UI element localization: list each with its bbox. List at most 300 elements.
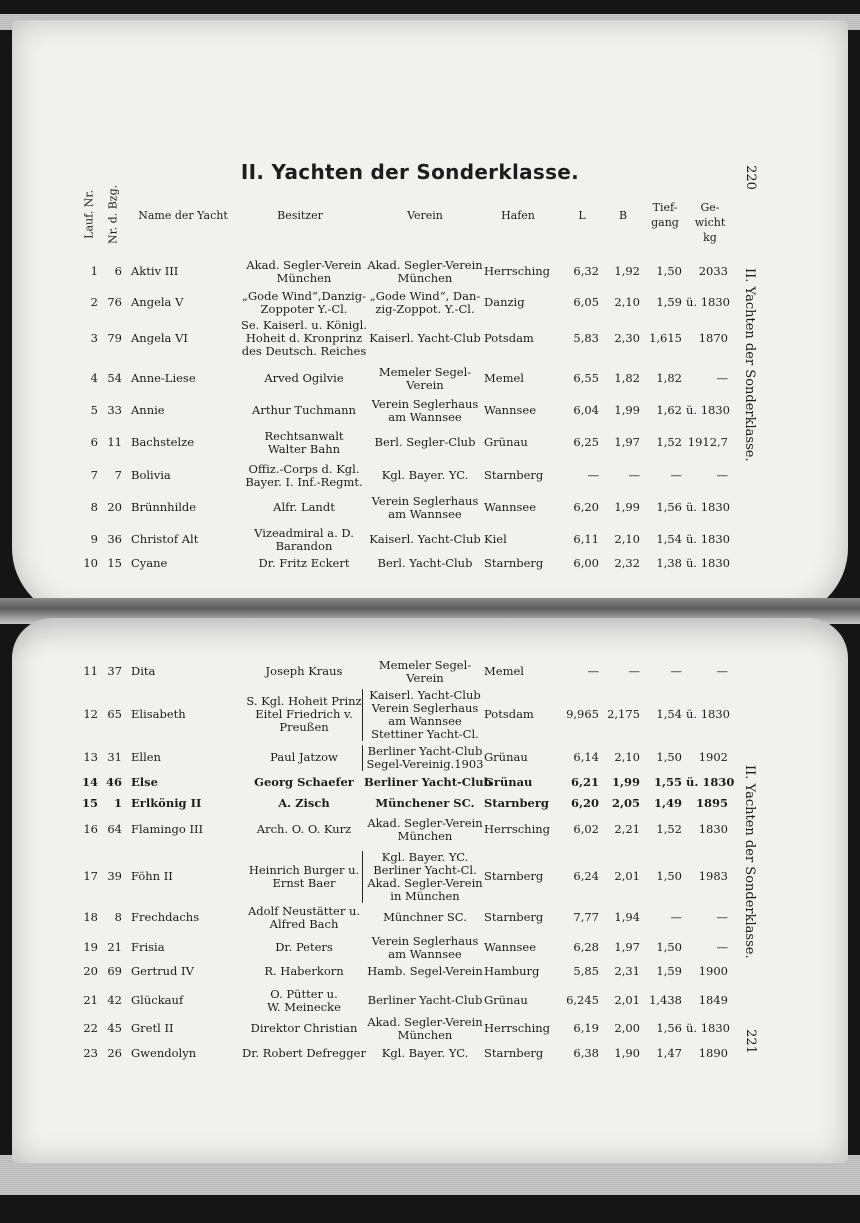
bzg-nr: 1 (113, 796, 122, 810)
weight-gewicht: ü. 1830 (686, 1021, 730, 1035)
yacht-name: Angela VI (131, 331, 188, 345)
length-l: — (587, 664, 599, 678)
besitzer-line: Walter Bahn (267, 441, 341, 456)
beam-b: 2,10 (614, 295, 640, 309)
weight-gewicht: ü. 1830 (686, 556, 730, 570)
length-l: 6,28 (573, 940, 599, 954)
verein (364, 332, 486, 345)
yacht-name: Elisabeth (131, 707, 186, 721)
besitzer (240, 557, 368, 570)
verein-line: am Wannsee (388, 713, 462, 728)
besitzer-line: Paul Jatzow (270, 750, 338, 764)
draft-tiefgang: 1,54 (656, 707, 682, 721)
draft-tiefgang: 1,50 (656, 750, 682, 764)
verein-line: „Gode Wind“, Dan- (369, 288, 481, 303)
beam-b: 2,31 (614, 964, 640, 978)
besitzer-line: Joseph Kraus (265, 664, 343, 678)
verein (364, 366, 486, 392)
lauf-nr: 11 (83, 664, 98, 678)
verein-line: Kgl. Bayer. YC. (381, 849, 469, 864)
weight-gewicht: ü. 1830 (686, 295, 730, 309)
verein (364, 259, 486, 285)
lauf-nr: 12 (83, 707, 98, 721)
beam-b: 2,175 (607, 707, 640, 721)
hafen: Potsdam (484, 331, 534, 345)
weight-gewicht: 1849 (698, 993, 728, 1007)
verein-brace (362, 851, 363, 904)
verein (364, 495, 486, 521)
besitzer-line: Dr. Fritz Eckert (258, 556, 350, 570)
hafen: Starnberg (484, 796, 549, 810)
besitzer-line: des Deutsch. Reiches (241, 344, 367, 359)
bzg-nr: 54 (107, 371, 122, 385)
verein-line: Kaiserl. Yacht-Club (369, 532, 481, 546)
verein (364, 469, 486, 482)
besitzer (240, 501, 368, 514)
bzg-nr: 45 (107, 1021, 122, 1035)
yacht-name: Cyane (131, 556, 168, 570)
besitzer-line: Akad. Segler-Verein (246, 257, 362, 272)
verein-line: Kaiserl. Yacht-Club (369, 687, 481, 702)
verein-line: Verein Seglerhaus (371, 396, 479, 411)
besitzer-line: „Gode Wind“,Danzig- (242, 288, 366, 303)
besitzer (240, 290, 368, 316)
besitzer (240, 372, 368, 385)
length-l: 9,965 (566, 707, 599, 721)
besitzer-line: Se. Kaiserl. u. Königl. (240, 318, 368, 332)
yacht-name: Angela V (131, 295, 184, 309)
bzg-nr: 39 (107, 869, 122, 883)
verein (364, 994, 486, 1007)
weight-gewicht: ü. 1830 (686, 403, 730, 417)
yacht-name: Gwendolyn (131, 1046, 197, 1060)
bzg-nr: 79 (107, 331, 122, 345)
verein-line: München (397, 270, 453, 285)
weight-gewicht: — (716, 468, 728, 482)
bzg-nr: 46 (105, 775, 122, 789)
hafen: Starnberg (484, 1046, 544, 1060)
draft-tiefgang: — (670, 664, 682, 678)
besitzer-line: A. Zisch (278, 796, 330, 810)
besitzer-line: Adolf Neustätter u. (247, 903, 361, 918)
weight-gewicht: 1983 (698, 869, 728, 883)
yacht-name: Aktiv III (131, 264, 179, 278)
length-l: 5,83 (573, 331, 599, 345)
beam-b: 1,90 (614, 1046, 640, 1060)
besitzer (240, 463, 368, 489)
besitzer-line: Ernst Baer (272, 875, 336, 890)
verein-line: Akad. Segler-Verein (367, 815, 483, 830)
besitzer-line: S. Kgl. Hoheit Prinz (246, 694, 362, 708)
verein-line: Verein Seglerhaus (371, 933, 479, 948)
lauf-nr: 20 (83, 964, 98, 978)
lauf-nr: 1 (90, 264, 98, 278)
bzg-nr: 26 (107, 1046, 122, 1060)
verein (364, 290, 486, 316)
draft-tiefgang: 1,62 (656, 403, 682, 417)
verein-line: München (397, 1027, 453, 1042)
besitzer (240, 695, 368, 735)
bzg-nr: 8 (114, 910, 122, 924)
besitzer-line: Eitel Friedrich v. (255, 707, 353, 722)
verein-line: Kgl. Bayer. YC. (381, 468, 469, 482)
lauf-nr: 14 (82, 775, 99, 789)
besitzer-line: Offiz.-Corps d. Kgl. (248, 461, 360, 476)
bzg-nr: 20 (107, 500, 122, 514)
hafen: Memel (484, 371, 524, 385)
header-tiefgang (645, 201, 685, 231)
header-hafen: Hafen (501, 209, 535, 222)
hafen: Grünau (484, 993, 528, 1007)
draft-tiefgang: 1,56 (656, 500, 682, 514)
lauf-nr: 6 (90, 435, 98, 449)
yacht-name: Else (131, 775, 158, 789)
besitzer-line: Alfr. Landt (273, 500, 335, 514)
page-title: II. Yachten der Sonderklasse. (240, 160, 580, 184)
besitzer (240, 319, 368, 359)
length-l: 6,20 (573, 500, 599, 514)
yacht-name: Bolivia (131, 468, 171, 482)
verein (364, 935, 486, 961)
header-gewicht-line-1: Ge- (700, 201, 720, 214)
draft-tiefgang: 1,82 (656, 371, 682, 385)
yacht-name: Bachstelze (131, 435, 195, 449)
besitzer-line: Preußen (279, 720, 329, 735)
bzg-nr: 42 (107, 993, 122, 1007)
length-l: 6,24 (573, 869, 599, 883)
hafen: Danzig (484, 295, 525, 309)
besitzer (240, 941, 368, 954)
besitzer-line: Arved Ogilvie (264, 371, 344, 385)
weight-gewicht: — (716, 371, 728, 385)
length-l: 6,55 (573, 371, 599, 385)
length-l: 6,04 (573, 403, 599, 417)
bzg-nr: 36 (107, 532, 122, 546)
header-nr-bzg: Nr. d. Bzg. (106, 184, 120, 244)
draft-tiefgang: — (670, 910, 682, 924)
besitzer (240, 665, 368, 678)
header-l: L (578, 209, 586, 222)
verein-line: Akad. Segler-Verein (367, 875, 483, 890)
length-l: 5,85 (573, 964, 599, 978)
hafen: Memel (484, 664, 524, 678)
verein-line: Münchener SC. (375, 796, 475, 810)
weight-gewicht: ü. 1830 (686, 707, 730, 721)
hafen: Wannsee (484, 403, 537, 417)
header-tiefgang-line-1: Tief- (652, 201, 678, 214)
hafen: Wannsee (484, 500, 537, 514)
bzg-nr: 31 (107, 750, 122, 764)
bzg-nr: 33 (107, 403, 122, 417)
besitzer-line: München (276, 270, 332, 285)
lauf-nr: 19 (83, 940, 98, 954)
hafen: Herrsching (484, 822, 551, 836)
yacht-name: Gertrud IV (131, 964, 194, 978)
yacht-name: Christof Alt (131, 532, 199, 546)
verein-line: zig-Zoppot. Y.-Cl. (375, 301, 475, 316)
lauf-nr: 4 (90, 371, 98, 385)
verein-line: am Wannsee (388, 946, 462, 961)
draft-tiefgang: 1,38 (656, 556, 682, 570)
verein-line: Berliner Yacht-Club (367, 743, 483, 758)
header-verein: Verein (407, 209, 443, 222)
besitzer (240, 527, 368, 553)
bzg-nr: 21 (107, 940, 122, 954)
verein-line: Stettiner Yacht-Cl. (371, 727, 479, 742)
hafen: Herrsching (484, 264, 551, 278)
verein-line: München (397, 828, 453, 843)
beam-b: 2,32 (614, 556, 640, 570)
lauf-nr: 22 (83, 1021, 98, 1035)
verein-line: Berl. Yacht-Club (377, 556, 473, 570)
verein (364, 745, 486, 771)
length-l: 6,20 (570, 796, 599, 810)
verein (364, 436, 486, 449)
weight-gewicht: — (716, 940, 728, 954)
lauf-nr: 21 (83, 993, 98, 1007)
hafen: Starnberg (484, 468, 544, 482)
yacht-name: Erlkönig II (131, 796, 202, 810)
length-l: 6,245 (566, 993, 599, 1007)
besitzer (240, 797, 368, 810)
lauf-nr: 3 (90, 331, 98, 345)
verein (364, 965, 486, 978)
draft-tiefgang: 1,50 (656, 869, 682, 883)
hafen: Starnberg (484, 869, 544, 883)
lauf-nr: 7 (90, 468, 98, 482)
yacht-name: Frechdachs (131, 910, 200, 924)
verein (364, 911, 486, 924)
bzg-nr: 15 (107, 556, 122, 570)
yacht-name: Brünnhilde (131, 500, 197, 514)
verein (364, 797, 486, 810)
verein (364, 557, 486, 570)
length-l: 6,38 (573, 1046, 599, 1060)
bzg-nr: 69 (107, 964, 122, 978)
verein-line: Berliner Yacht-Cl. (373, 862, 477, 877)
header-name: Name der Yacht (138, 209, 228, 222)
length-l: 6,19 (573, 1021, 599, 1035)
weight-gewicht: 2033 (698, 264, 728, 278)
page-220 (12, 20, 848, 618)
verein-line: am Wannsee (388, 409, 462, 424)
hafen: Starnberg (484, 910, 544, 924)
lauf-nr: 18 (83, 910, 98, 924)
header-gewicht-line-3: kg (703, 230, 717, 244)
beam-b: 2,10 (614, 532, 640, 546)
weight-gewicht: 1912,7 (687, 435, 728, 449)
draft-tiefgang: 1,47 (656, 1046, 682, 1060)
length-l: 6,00 (573, 556, 599, 570)
weight-gewicht: ü. 1830 (686, 532, 730, 546)
header-lauf-nr: Lauf. Nr. (82, 190, 96, 239)
verein (364, 851, 486, 904)
verein (364, 533, 486, 546)
side-title-bottom: II. Yachten der Sonderklasse. (742, 765, 757, 959)
besitzer (240, 776, 368, 789)
verein (364, 775, 492, 789)
lauf-nr: 15 (82, 796, 99, 810)
length-l: 6,05 (573, 295, 599, 309)
hafen: Kiel (484, 532, 507, 546)
besitzer (240, 864, 368, 890)
length-l: 7,77 (573, 910, 599, 924)
verein-line: Berliner Yacht-Club (367, 993, 483, 1007)
besitzer-line: Dr. Robert Defregger (242, 1046, 366, 1060)
yacht-name: Glückauf (131, 993, 184, 1007)
verein-line: in München (390, 889, 460, 904)
side-title-top: II. Yachten der Sonderklasse. (742, 268, 757, 462)
length-l: 6,14 (573, 750, 599, 764)
header-besitzer: Besitzer (277, 209, 323, 222)
header-gewicht-line-2: wicht (694, 215, 726, 229)
page-number-bottom: 221 (742, 1029, 758, 1054)
draft-tiefgang: 1,52 (656, 435, 682, 449)
draft-tiefgang: 1,50 (656, 940, 682, 954)
beam-b: — (628, 468, 640, 482)
weight-gewicht: — (716, 664, 728, 678)
length-l: 6,21 (570, 775, 599, 789)
verein (364, 398, 486, 424)
beam-b: 1,97 (614, 435, 640, 449)
beam-b: 1,99 (614, 500, 640, 514)
length-l: 6,02 (573, 822, 599, 836)
length-l: 6,32 (573, 264, 599, 278)
lauf-nr: 8 (90, 500, 98, 514)
draft-tiefgang: 1,56 (656, 1021, 682, 1035)
besitzer-line: Vizeadmiral a. D. (254, 525, 354, 540)
beam-b: 2,30 (614, 331, 640, 345)
bzg-nr: 65 (107, 707, 122, 721)
yacht-name: Frisia (131, 940, 165, 954)
verein (364, 689, 486, 742)
draft-tiefgang: 1,50 (656, 264, 682, 278)
beam-b: 2,05 (611, 796, 640, 810)
besitzer (240, 259, 368, 285)
besitzer-line: Dr. Peters (275, 940, 333, 954)
verein (364, 1047, 486, 1060)
beam-b: 1,92 (614, 264, 640, 278)
besitzer-line: Alfred Bach (269, 916, 339, 931)
besitzer (240, 751, 368, 764)
beam-b: 1,82 (614, 371, 640, 385)
weight-gewicht: 1870 (698, 331, 728, 345)
beam-b: — (628, 664, 640, 678)
bzg-nr: 76 (107, 295, 122, 309)
header-b: B (618, 209, 628, 222)
besitzer (240, 404, 368, 417)
besitzer-line: Zoppoter Y.-Cl. (260, 301, 348, 316)
draft-tiefgang: 1,438 (649, 993, 682, 1007)
verein-brace (362, 745, 363, 771)
besitzer (240, 430, 368, 456)
weight-gewicht: — (716, 910, 728, 924)
hafen: Grünau (484, 750, 528, 764)
length-l: 6,11 (573, 532, 599, 546)
besitzer-line: Direktor Christian (250, 1021, 358, 1035)
lauf-nr: 9 (90, 532, 98, 546)
weight-gewicht: 1830 (698, 822, 728, 836)
weight-gewicht: 1902 (698, 750, 728, 764)
draft-tiefgang: 1,52 (656, 822, 682, 836)
besitzer (240, 1047, 368, 1060)
draft-tiefgang: 1,55 (653, 775, 682, 789)
verein-line: Akad. Segler-Verein (367, 1014, 483, 1029)
besitzer-line: R. Haberkorn (264, 964, 344, 978)
besitzer-line: Georg Schaefer (254, 775, 354, 789)
verein-line: am Wannsee (388, 506, 462, 521)
weight-gewicht: ü. 1830 (686, 500, 730, 514)
verein-line: Verein (406, 670, 444, 685)
besitzer-line: Arch. O. O. Kurz (256, 822, 352, 836)
beam-b: 1,99 (614, 403, 640, 417)
lauf-nr: 5 (90, 403, 98, 417)
verein-line: Verein Seglerhaus (371, 493, 479, 508)
lauf-nr: 13 (83, 750, 98, 764)
header-tiefgang-line-2: gang (651, 215, 679, 229)
page-number-top: 220 (742, 165, 758, 190)
hafen: Hamburg (484, 964, 540, 978)
bzg-nr: 11 (107, 435, 122, 449)
hafen: Grünau (484, 775, 533, 789)
verein (364, 1016, 486, 1042)
besitzer-line: W. Meinecke (267, 999, 341, 1014)
hafen: Grünau (484, 435, 528, 449)
besitzer-line: Rechtsanwalt (264, 428, 344, 443)
besitzer-line: Heinrich Burger u. (248, 862, 360, 877)
draft-tiefgang: 1,49 (653, 796, 682, 810)
besitzer-line: O. Pütter u. (270, 986, 338, 1001)
besitzer (240, 905, 368, 931)
draft-tiefgang: 1,59 (656, 295, 682, 309)
lauf-nr: 23 (83, 1046, 98, 1060)
lauf-nr: 17 (83, 869, 98, 883)
verein-line: Verein Seglerhaus (371, 700, 479, 715)
verein-brace (362, 689, 363, 742)
beam-b: 2,10 (614, 750, 640, 764)
weight-gewicht: 1890 (698, 1046, 728, 1060)
lauf-nr: 16 (83, 822, 98, 836)
verein-line: Kgl. Bayer. YC. (381, 1046, 469, 1060)
yacht-name: Flamingo III (131, 822, 204, 836)
besitzer (240, 965, 368, 978)
draft-tiefgang: 1,59 (656, 964, 682, 978)
lauf-nr: 10 (83, 556, 98, 570)
besitzer (240, 1022, 368, 1035)
weight-gewicht: ü. 1830 (686, 775, 735, 789)
verein-line: Berliner Yacht-Club (364, 775, 492, 789)
verein-line: Kaiserl. Yacht-Club (369, 331, 481, 345)
beam-b: 1,94 (614, 910, 640, 924)
beam-b: 1,97 (614, 940, 640, 954)
beam-b: 2,21 (614, 822, 640, 836)
verein-line: Segel-Vereinig.1903 (366, 756, 484, 771)
yacht-name: Ellen (131, 750, 161, 764)
verein-line: Verein (406, 377, 444, 392)
hafen: Herrsching (484, 1021, 551, 1035)
hafen: Wannsee (484, 940, 537, 954)
draft-tiefgang: — (670, 468, 682, 482)
besitzer-line: Barandon (275, 538, 333, 553)
bzg-nr: 7 (114, 468, 122, 482)
yacht-name: Anne-Liese (131, 371, 196, 385)
length-l: — (587, 468, 599, 482)
besitzer (240, 988, 368, 1014)
beam-b: 2,00 (614, 1021, 640, 1035)
yacht-name: Föhn II (131, 869, 173, 883)
lauf-nr: 2 (90, 295, 98, 309)
yacht-name: Gretl II (131, 1021, 174, 1035)
